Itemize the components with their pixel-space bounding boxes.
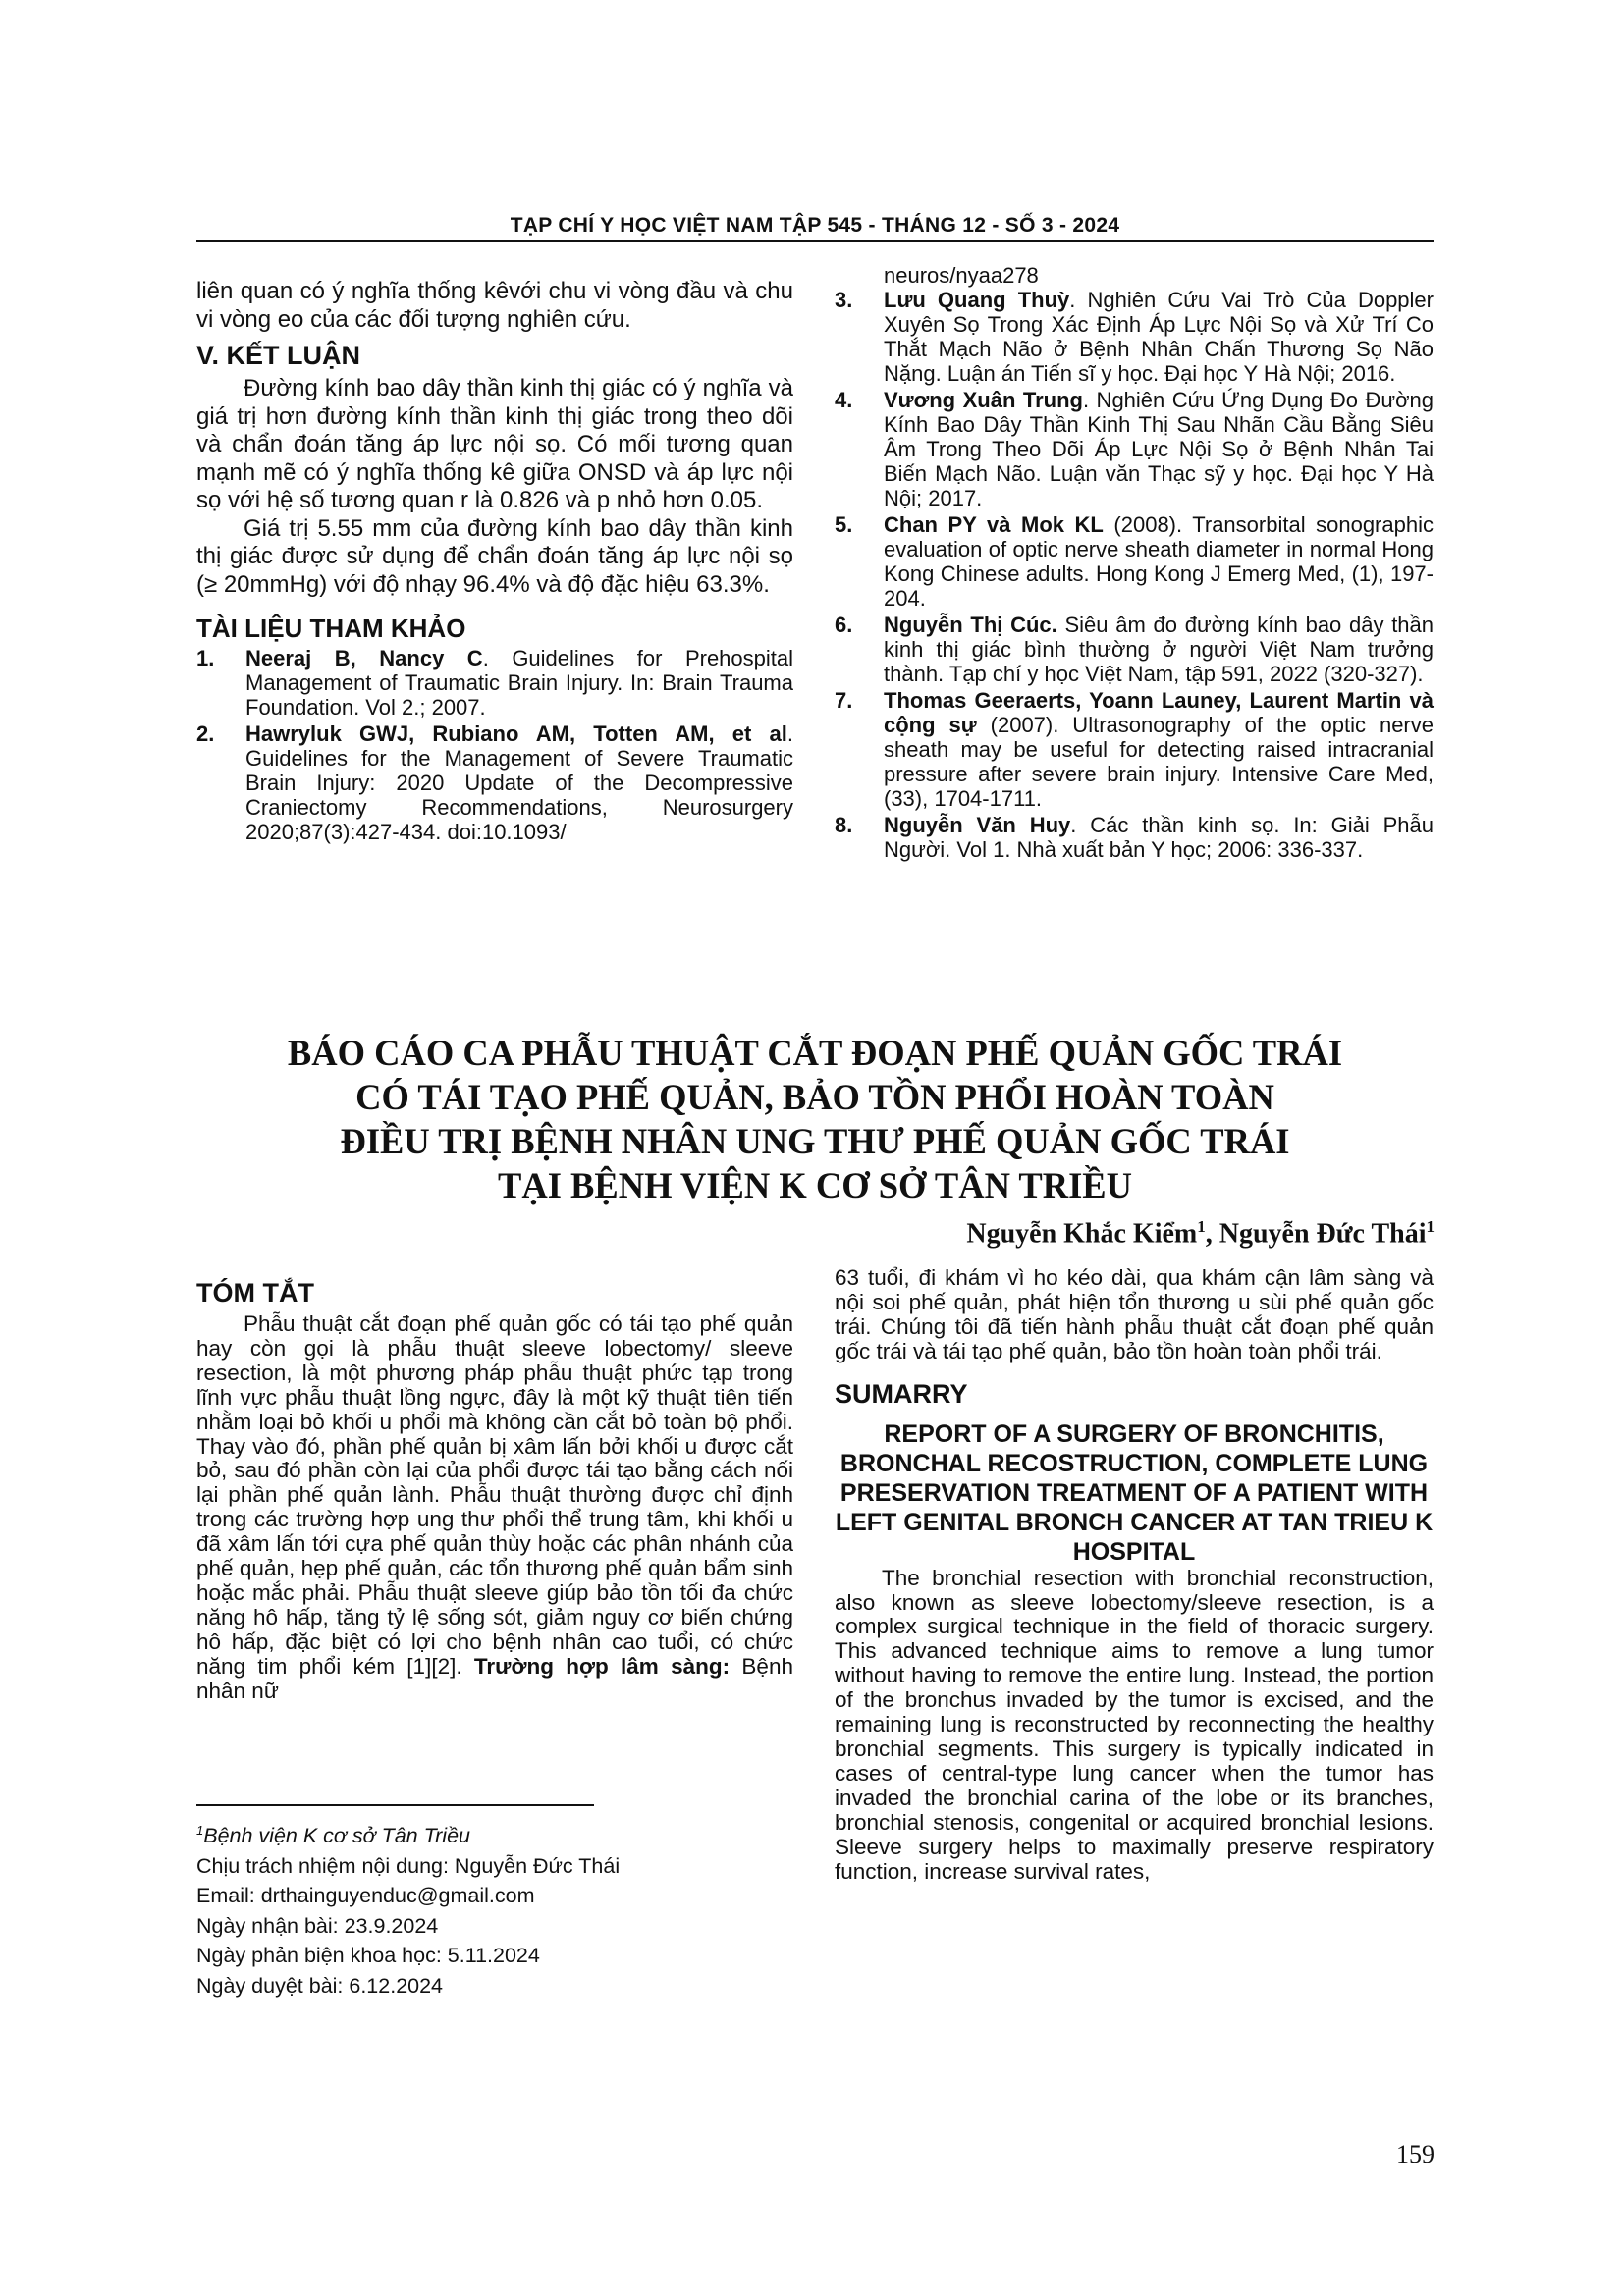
english-abstract: The bronchial resection with bronchial reconstruction, also known as sleeve lobectomy/sleeve resection, is a complex surgical technique in the field of thoracic surgery. This advanced technique aims to remove a lung tumor without having to remove the entire lung. Instead, the portion of the bronchus invaded by the tumor is excised, and the remaining lung is reconstructed by reconnecting the healthy bronchial segments. This surgery is typically indicated in cases of central-type lung cancer when the tumor has invaded the bronchial carina of the lobe or its branches, bronchial stenosis, congenital or acquired bronchial lesions. Sleeve surgery helps to maximally preserve respiratory function, increase survival rates, <box>835 1565 1434 1884</box>
running-header: TẠP CHÍ Y HỌC VIỆT NAM TẬP 545 - THÁNG 12 - SỐ 3 - 2024 <box>510 214 1120 237</box>
reference-number: 6. <box>835 613 853 637</box>
abstract-text: Phẫu thuật cắt đoạn phế quản gốc có tái tạo phế quản hay còn gọi là phẫu thuật sleeve lobectomy/ sleeve resection, là một phương pháp phẫu thuật phức tạp trong lĩnh vực phẫu thuật lồng ngực, đây là một kỹ thuật tiên tiến nhằm loại bỏ khối u phổi mà không cần cắt bỏ toàn bộ phổi. Thay vào đó, phần phế quản bị xâm lấn bởi khối u được cắt bỏ, sau đó phần còn lại của phổi được tái tạo bằng cách nối lại phần phế quản lành. Phẫu thuật thường được chỉ định trong các trường hợp ung thư phổi thể trung tâm, khi khối u đã xâm lấn tới cựa phế quản thùy hoặc các phân nhánh của phế quản, hẹp phế quản, các tổn thương phế quản bẩm sinh hoặc mắc phải. Phẫu thuật sleeve giúp bảo tồn tối đa chức năng hô hấp, tăng tỷ lệ sống sót, giảm nguy cơ biến chứng hô hấp, đặc biệt có lợi cho bệnh nhân cao tuổi, có chức năng tim phổi kém [1][2]. <box>196 1311 793 1679</box>
abstract-left-column <box>196 1271 793 1704</box>
conclusion-paragraph-2: Giá trị 5.55 mm của đường kính bao dây thần kinh thị giác được sử dụng để chẩn đoán tăng áp lực nội sọ (≥ 20mmHg) với độ nhạy 96.4% và độ đặc hiệu 63.3%. <box>196 514 793 598</box>
reference-number: 8. <box>835 813 853 837</box>
affiliation-marker: 1 <box>196 1823 204 1838</box>
footnotes <box>196 1816 793 2001</box>
reference-number: 7. <box>835 688 853 713</box>
footnote-email: Email: drthainguyenduc@gmail.com <box>196 1884 535 1908</box>
reference-text: (2007). Ultrasonography of the optic nerve sheath may be useful for detecting raised intracranial pressure after severe brain injury. Intensive Care Med, (33), 1704-1711. <box>884 713 1434 811</box>
title-line: CÓ TÁI TẠO PHẾ QUẢN, BẢO TỒN PHỔI HOÀN TOÀN <box>355 1077 1274 1117</box>
reference-number: 2. <box>196 721 215 746</box>
reference-item <box>835 388 1434 510</box>
case-text-start: Bệnh nhân nữ <box>196 1653 793 1703</box>
carry-over-text: liên quan có ý nghĩa thống kêvới chu vi vòng đầu và chu vi vòng eo của các đối tượng nghiên cứu. <box>196 278 793 333</box>
title-line: BÁO CÁO CA PHẪU THUẬT CẮT ĐOẠN PHẾ QUẢN GỐC TRÁI <box>287 1033 1343 1073</box>
reference-text: Siêu âm đo đường kính bao dây thần kinh thị giác bình thường ở người Việt Nam trưởng thành. Tạp chí y học Việt Nam, tập 591, 2022 (320-327). <box>884 613 1435 686</box>
reference-authors: Hawryluk GWJ, Rubiano AM, Totten AM, et al <box>245 721 787 746</box>
english-title: REPORT OF A SURGERY OF BRONCHITIS, BRONCHAL RECOSTRUCTION, COMPLETE LUNG PRESERVATION TREATMENT OF A PATIENT WITH LEFT GENITAL BRONCH CANCER AT TAN TRIEU K HOSPITAL <box>835 1419 1434 1566</box>
reference-item <box>835 613 1434 686</box>
reference-text: . Nghiên Cứu Ứng Dụng Đo Đường Kính Bao Dây Thần Kinh Thị Sau Nhãn Cầu Bằng Siêu Âm Trong Theo Dõi Áp Lực Nội Sọ ở Bệnh Nhân Tai Biến Mạch Não. Luận văn Thạc sỹ y học. Đại học Y Hà Nội; 2017. <box>884 388 1435 510</box>
reference-authors: Vương Xuân Trung <box>884 388 1083 412</box>
references-list-left <box>196 646 793 844</box>
abstract-heading: TÓM TẮT <box>196 1278 314 1308</box>
author-line: Nguyễn Khắc Kiểm$^1$, Nguyễn Đức Thái$^1$ <box>966 1217 1435 1250</box>
reference-authors: Nguyễn Văn Huy <box>884 813 1071 837</box>
footnote-affiliation <box>196 1816 793 1851</box>
author-name: Nguyễn Khắc Kiểm <box>966 1218 1198 1250</box>
conclusion-heading: V. KẾT LUẬN <box>196 341 361 370</box>
references-heading: TÀI LIỆU THAM KHẢO <box>196 614 466 643</box>
footnote-responsible: Chịu trách nhiệm nội dung: Nguyễn Đức Thái <box>196 1853 621 1878</box>
conclusion-paragraph-1: Đường kính bao dây thần kinh thị giác có ý nghĩa và giá trị hơn đường kính thần kinh thị giác trong theo dõi và chẩn đoán tăng áp lực nội sọ. Có mối tương quan mạnh mẽ có ý nghĩa thống kê giữa ONSD và áp lực nội sọ với hệ số tương quan r là 0.826 và p nhỏ hơn 0.05. <box>196 375 793 513</box>
reference-item <box>835 288 1434 386</box>
reference-authors: Neeraj B, Nancy C <box>245 646 483 670</box>
page-number: 159 <box>1396 2140 1435 2168</box>
author-name: Nguyễn Đức Thái <box>1218 1218 1427 1250</box>
footnote-rule <box>196 1804 594 1806</box>
article-title <box>196 1031 1434 1207</box>
reference-item <box>196 721 793 844</box>
case-label: Trường hợp lâm sàng: <box>473 1653 731 1679</box>
reference-continuation: neuros/nyaa278 <box>884 263 1039 288</box>
footnote-accepted: Ngày duyệt bài: 6.12.2024 <box>196 1973 444 1998</box>
reference-number: 4. <box>835 388 853 412</box>
reference-number: 5. <box>835 512 853 537</box>
reference-authors: Nguyễn Thị Cúc. <box>884 613 1057 637</box>
reference-authors: Lưu Quang Thuỳ <box>884 288 1070 312</box>
reference-text: . Nghiên Cứu Vai Trò Của Doppler Xuyên Sọ Trong Xác Định Áp Lực Nội Sọ và Xử Trí Co Thắt Mạch Não ở Bệnh Nhân Chấn Thương Sọ Não Nặng. Luận án Tiến sĩ y học. Đại học Y Hà Nội; 2016. <box>884 288 1434 386</box>
references-list-right <box>835 288 1434 862</box>
reference-number: 1. <box>196 646 215 670</box>
prev-article-left-column <box>196 278 793 846</box>
title-line: ĐIỀU TRỊ BỆNH NHÂN UNG THƯ PHẾ QUẢN GỐC TRÁI <box>340 1121 1290 1161</box>
reference-text: (2008). Transorbital sonographic evaluation of optic nerve sheath diameter in normal Hong Kong Chinese adults. Hong Kong J Emerg Med, (1), 197-204. <box>884 512 1434 611</box>
affiliation-marker: 1 <box>1197 1217 1206 1236</box>
header-rule <box>196 240 1434 242</box>
reference-text: . Guidelines for Prehospital Management of Traumatic Brain Injury. In: Brain Trauma Foundation. Vol 2.; 2007. <box>245 646 794 720</box>
affiliation-marker: 1 <box>1426 1217 1435 1236</box>
footnote-received: Ngày nhận bài: 23.9.2024 <box>196 1913 439 1938</box>
affiliation-text: Bệnh viện K cơ sở Tân Triều <box>203 1824 470 1848</box>
reference-text: . Guidelines for the Management of Severe Traumatic Brain Injury: 2020 Update of the Decompressive Craniectomy Recommendations, Neurosurgery 2020;87(3):427-434. doi:10.1093/ <box>245 721 793 844</box>
reference-authors: Chan PY và Mok KL <box>884 512 1104 537</box>
abstract-right-column <box>835 1266 1434 1884</box>
case-text-continuation: 63 tuổi, đi khám vì ho kéo dài, qua khám cận lâm sàng và nội soi phế quản, phát hiện tổn thương u sùi phế quản gốc trái. Chúng tôi đã tiến hành phẫu thuật cắt đoạn phế quản gốc trái và tái tạo phế quản, bảo tồn hoàn toàn phổi trái. <box>835 1265 1434 1363</box>
reference-item <box>835 813 1434 862</box>
title-line: TẠI BỆNH VIỆN K CƠ SỞ TÂN TRIỀU <box>497 1165 1133 1205</box>
reference-item <box>835 512 1434 611</box>
reference-authors: Thomas Geeraerts, Yoann Launey, Laurent Martin và cộng sự <box>884 688 1434 737</box>
footnote-reviewed: Ngày phản biện khoa học: 5.11.2024 <box>196 1944 540 1968</box>
abstract-paragraph <box>196 1312 793 1704</box>
prev-article-right-column <box>835 263 1434 864</box>
reference-item <box>835 688 1434 811</box>
reference-text: . Các thần kinh sọ. In: Giải Phẫu Người. Vol 1. Nhà xuất bản Y học; 2006: 336-337. <box>884 813 1434 862</box>
reference-item <box>196 646 793 720</box>
reference-number: 3. <box>835 288 853 312</box>
summary-heading: SUMARRY <box>835 1378 968 1409</box>
